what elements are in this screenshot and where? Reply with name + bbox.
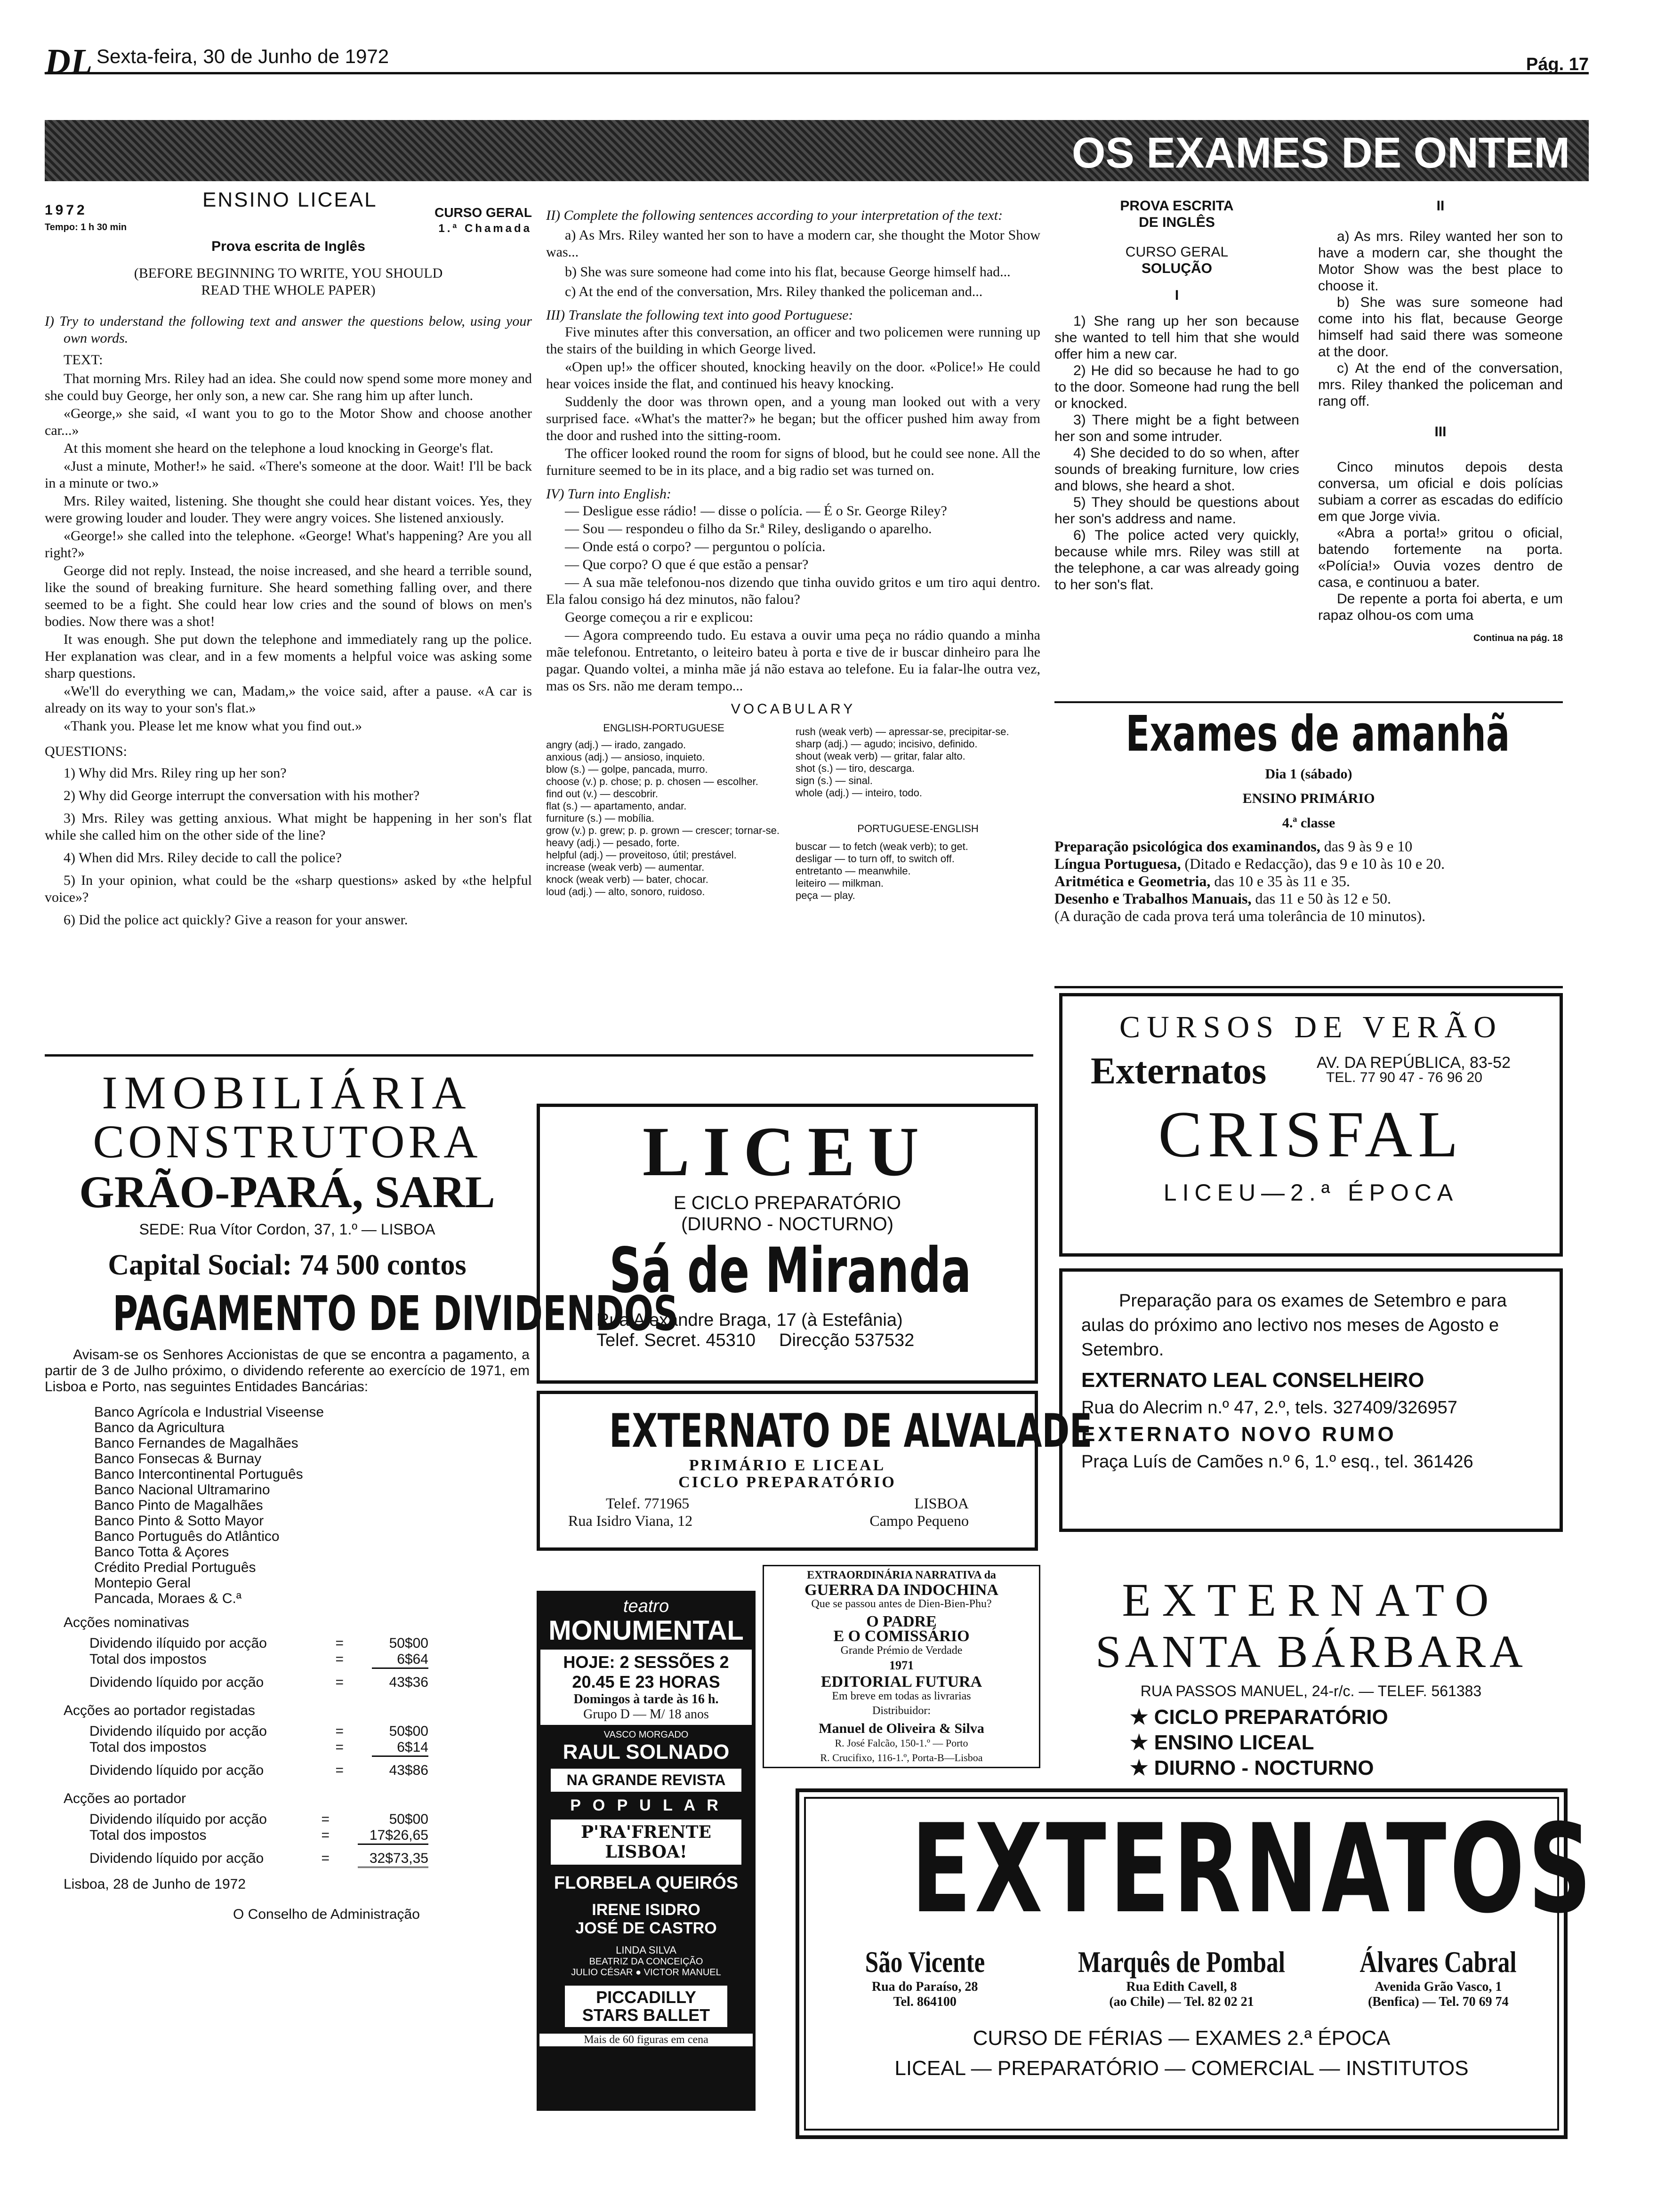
vocab-entry: shot (s.) — tiro, descarga.	[796, 762, 915, 774]
solution-item: 3) There might be a fight between her son and some intruder.	[1054, 412, 1299, 444]
tomorrow-schedule	[1054, 838, 1563, 925]
vocabulary-right	[796, 722, 1040, 902]
vocab-entry: sharp (adj.) — agudo; incisivo, definido.	[796, 738, 978, 750]
exam-course: CURSO GERAL	[434, 205, 532, 220]
school-address: Rua do Paraíso, 28	[871, 1980, 978, 1994]
ad-phones: TEL. 77 90 47 - 76 96 20	[1326, 1070, 1482, 1085]
ad-line: LICEU	[642, 1113, 933, 1191]
text-paragraph: «Open up!» the officer shouted, knocking heavily on the door. «Police!» He could hear voices inside the flat, and continued his heavy knocking.	[546, 359, 1040, 392]
ad-address: Praça Luís de Camões n.º 6, 1.º esq., tel. 361426	[1081, 1452, 1473, 1472]
exam-column-1	[45, 188, 532, 930]
text-paragraph: It was enough. She put down the telephone and immediately rang up the police. Her explanation was clear, and in a few moments a helpful voice was asking some sharp questions.	[45, 632, 532, 681]
text-paragraph: At this moment she heard on the telephone a loud knocking in George's flat.	[64, 441, 493, 456]
bank-item: Montepio Geral	[94, 1575, 191, 1591]
ad-line: R. José Falcão, 150-1.º — Porto	[835, 1737, 968, 1749]
ad-line: CICLO PREPARATÓRIO	[678, 1474, 896, 1491]
question-4-text	[546, 503, 1040, 695]
school-phone: (Benfica) — Tel. 70 69 74	[1367, 1995, 1509, 2009]
ad-line: CONSTRUTORA	[93, 1115, 482, 1168]
ad-line: IMOBILIÁRIA	[102, 1066, 473, 1119]
text-paragraph: — Desligue esse rádio! — disse o polícia. — É o Sr. George Riley?	[565, 503, 947, 519]
ad-phones: Telef. Secret. 45310 Direcção 537532	[596, 1330, 915, 1350]
vocab-entry: rush (weak verb) — apressar-se, precipitar-se.	[796, 726, 1009, 737]
schools-row	[806, 1945, 1557, 2010]
vocab-entry: sign (s.) — sinal.	[796, 775, 873, 786]
vocab-entry: shout (weak verb) — gritar, falar alto.	[796, 750, 965, 762]
leal-ad	[1059, 1268, 1563, 1532]
schedule-item: Preparação psicológica dos examinandos, das 9 às 9 e 10	[1054, 838, 1413, 855]
solution-item: Cinco minutos depois desta conversa, um oficial e dois polícias subiam a correr as escadas do edifício em que Jorge vivia.	[1318, 459, 1563, 524]
ad-line: R. Crucifixo, 116-1.º, Porta-B—Lisboa	[820, 1752, 983, 1763]
service-item: ★ ENSINO LICEAL	[1130, 1731, 1314, 1754]
ad-line: CURSOS DE VERÃO	[1119, 1010, 1503, 1044]
vocab-entry: blow (s.) — golpe, pancada, murro.	[546, 763, 708, 775]
ad-line: Mais de 60 figuras em cena	[539, 2034, 753, 2046]
question-2-intro: II) Complete the following sentences according to your interpretation of the text:	[546, 208, 1003, 223]
tomorrow-title: Exames de amanhã	[1126, 705, 1510, 762]
solution-item: 4) She decided to do so when, after sounds of breaking furniture, low cries and blows, she heard a shot.	[1054, 445, 1299, 494]
theatre-name: MONUMENTAL	[548, 1615, 744, 1646]
monumental-ad	[537, 1591, 756, 2111]
vocab-entry: whole (adj.) — inteiro, todo.	[796, 787, 923, 799]
solution-item: c) At the end of the conversation, mrs. Riley thanked the policeman and rang off.	[1318, 361, 1563, 409]
solution-item: 2) He did so because he had to go to the door. Someone had rung the bell or knocked.	[1054, 363, 1299, 411]
solution-item: 6) The police acted very quickly, because while mrs. Riley was still at the telephone, a car was already going to her son's flat.	[1054, 528, 1299, 593]
ad-line: E O COMISSÁRIO	[833, 1627, 970, 1645]
dividend-row: Dividendo ilíquido por acção = 50$00	[89, 1635, 428, 1651]
ad-line: FLORBELA QUEIRÓS	[554, 1873, 739, 1893]
vocab-entry: find out (v.) — descobrir.	[546, 788, 659, 800]
text-paragraph: The officer looked round the room for signs of blood, but he could see none. All the furniture seemed to be in its place, and a big radio set was turned on.	[546, 446, 1040, 478]
solution-section-1-items	[1054, 313, 1299, 593]
question-item: 1) Why did Mrs. Riley ring up her son?	[64, 765, 287, 781]
question-2-items	[546, 227, 1040, 300]
ad-line: JULIO CÉSAR ● VICTOR MANUEL	[571, 1967, 721, 1978]
text-paragraph: — Sou — respondeu o filho da Sr.ª Riley, desligando o aparelho.	[565, 521, 932, 537]
text-paragraph: Suddenly the door was thrown open, and a young man looked out with a very surprised face. «What's the matter?» he began; but the officer pushed him away from the door and rushed into the sitting-room.	[546, 394, 1040, 443]
solution-column-2	[1318, 198, 1563, 647]
ad-line: Grande Prémio de Verdade	[840, 1644, 963, 1657]
section-banner	[45, 120, 1589, 181]
school-name: São Vicente	[865, 1945, 985, 1979]
question-3-intro: III) Translate the following text into good Portuguese:	[546, 307, 853, 323]
ad-line: LINDA SILVA	[616, 1944, 676, 1956]
text-paragraph: «We'll do everything we can, Madam,» the voice said, after a pause. «A car is already on its way to your son's flat.»	[45, 683, 532, 716]
question-item: 6) Did the police act quickly? Give a reason for your answer.	[64, 912, 408, 928]
bank-item: Banco Pinto & Sotto Mayor	[94, 1513, 264, 1529]
text-paragraph: — A sua mãe telefonou-nos dizendo que tinha ouvido gritos e um tiro aqui dentro. Ela falou consigo há dez minutos, não falou?	[546, 575, 1040, 607]
ad-school-name: EXTERNATO LEAL CONSELHEIRO	[1081, 1369, 1424, 1392]
vocabulary-table	[546, 722, 1040, 902]
school-item	[1050, 1945, 1313, 2010]
question-4-intro: IV) Turn into English:	[546, 486, 671, 502]
school-name: Marquês de Pombal	[1078, 1945, 1285, 1979]
ad-intro: Preparação para os exames de Setembro e para aulas do próximo ano lectivo nos meses de Agosto e Setembro.	[1081, 1291, 1507, 1360]
vocab-entry: loud (adj.) — alto, sonoro, ruidoso.	[546, 886, 705, 898]
dividend-row: Dividendo líquido por acção = 32$73,35	[89, 1851, 428, 1868]
ad-line: 1971	[889, 1659, 914, 1672]
tomorrow-exams	[1054, 701, 1563, 925]
vocab-entry: anxious (adj.) — ansioso, inquieto.	[546, 751, 705, 763]
ad-line: Distribuidor:	[872, 1705, 931, 1717]
ad-line: RAUL SOLNADO	[563, 1740, 730, 1763]
ad-signature: O Conselho de Administração	[233, 1907, 420, 1922]
bank-item: Banco Fonsecas & Burnay	[94, 1451, 262, 1467]
ad-dividends-title: PAGAMENTO DE DIVIDENDOS	[113, 1286, 679, 1342]
exam-title: Prova escrita de Inglês	[211, 239, 365, 254]
exam-time: Tempo: 1 h 30 min	[45, 222, 127, 232]
ad-school-name: SANTA BÁRBARA	[1095, 1627, 1527, 1677]
ad-capital: Capital Social: 74 500 contos	[108, 1249, 467, 1281]
ad-line: EXTRAORDINÁRIA NARRATIVA da	[807, 1569, 996, 1581]
school-phone: Tel. 864100	[893, 1995, 957, 2009]
text-paragraph: «George,» she said, «I want you to go to the Motor Show and choose another car...»	[45, 406, 532, 438]
ad-line: E CICLO PREPARATÓRIO	[673, 1193, 901, 1213]
solution-item: «Abra a porta!» gritou o oficial, batendo fortemente na porta. «Polícia!» Ouvia vozes dentro de casa, e continuou a bater.	[1318, 525, 1563, 590]
dividend-row: Dividendo líquido por acção = 43$86	[89, 1763, 428, 1778]
divider	[45, 1054, 1033, 1057]
exam-instructions: (BEFORE BEGINNING TO WRITE, YOU SHOULD READ THE WHOLE PAPER)	[134, 265, 443, 298]
text-paragraph: Mrs. Riley waited, listening. She thought she could hear distant voices. Yes, they were growing louder and louder. They were angry voices. She listened anxiously.	[45, 493, 532, 526]
ad-contact: Rua Isidro Viana, 12 Campo Pequeno	[568, 1512, 969, 1529]
schedule-item: Língua Portuguesa, (Ditado e Redacção), das 9 e 10 às 10 e 20.	[1054, 855, 1445, 872]
service-item: ★ DIURNO - NOCTURNO	[1130, 1756, 1374, 1779]
dividend-table	[89, 1723, 428, 1779]
ad-school-name: CRISFAL	[1158, 1098, 1464, 1171]
ad-line: BEATRIZ DA CONCEIÇÃO	[589, 1956, 703, 1967]
ad-line: teatro	[623, 1596, 669, 1616]
vocab-entry: leiteiro — milkman.	[796, 877, 884, 889]
ad-date: Lisboa, 28 de Junho de 1972	[64, 1876, 246, 1892]
group-title: Acções nominativas	[64, 1615, 189, 1630]
vocab-pt-en-title: PORTUGUESE-ENGLISH	[857, 823, 979, 834]
tomorrow-level: ENSINO PRIMÁRIO	[1242, 791, 1375, 806]
ad-line: P O P U L A R	[570, 1796, 722, 1814]
school-item	[1325, 1945, 1551, 2010]
vocab-entry: grow (v.) p. grew; p. p. grown — crescer; tornar-se.	[546, 825, 780, 836]
ad-address: Rua do Alecrim n.º 47, 2.º, tels. 327409/326957	[1081, 1398, 1457, 1418]
vocab-entry: knock (weak verb) — bater, chocar.	[546, 874, 708, 885]
ad-school-name: EXTERNATO DE ALVALADE	[609, 1404, 1093, 1458]
ad-notice: Avisam-se os Senhores Accionistas de que se encontra a pagamento, a partir de 3 de Julho próximo, o dividendo referente ao exercício de 1971, em Lisboa e Porto, nas seguintes Entidades Bancárias:	[45, 1347, 530, 1395]
bank-item: Pancada, Moraes & C.ª	[94, 1591, 241, 1606]
question-item: 4) When did Mrs. Riley decide to call the police?	[64, 850, 342, 866]
solution-item: 1) She rang up her son because she wanted to tell him that she would offer him a new car.	[1054, 313, 1299, 362]
ad-line: EXTERNATO	[1122, 1574, 1500, 1626]
question-3-text	[546, 324, 1040, 479]
externatos-ad	[796, 1788, 1595, 2139]
question-item: 5) In your opinion, what could be the «sharp questions» asked by «the helpful voice»?	[45, 873, 532, 905]
text-paragraph: — Que corpo? O que é que estão a pensar?	[565, 557, 809, 572]
schedule-item: Aritmética e Geometria, das 10 e 35 às 11 e 35.	[1054, 873, 1350, 890]
ad-address: SEDE: Rua Vítor Cordon, 37, 1.º — LISBOA	[139, 1221, 435, 1238]
bank-item: Banco Agrícola e Industrial Viseense	[94, 1404, 324, 1420]
bank-item: Banco Totta & Açores	[94, 1544, 229, 1560]
schedule-item: Desenho e Trabalhos Manuais, das 11 e 50 às 12 e 50.	[1054, 890, 1391, 907]
bank-item: Banco Pinto de Magalhães	[94, 1498, 263, 1513]
group-title: Acções ao portador registadas	[64, 1703, 255, 1718]
solution-item: 5) They should be questions about her son's address and name.	[1054, 495, 1299, 527]
solution-column-1	[1054, 198, 1299, 593]
group-title: Acções ao portador	[64, 1791, 186, 1806]
vocab-en-pt-title: ENGLISH-PORTUGUESE	[603, 722, 724, 734]
bank-list	[94, 1404, 530, 1606]
dividend-groups	[45, 1615, 530, 1923]
exam-year: 1972	[45, 202, 88, 218]
vocab-entry: heavy (adj.) — pesado, forte.	[546, 837, 680, 849]
question-item: b) She was sure someone had come into his flat, because George himself had...	[565, 264, 1011, 280]
text-paragraph: George começou a rir e explicou:	[565, 609, 754, 625]
vocabulary-left	[546, 722, 781, 902]
question-item: c) At the end of the conversation, Mrs. Riley thanked the policeman and...	[565, 284, 983, 299]
ad-address: AV. DA REPÚBLICA, 83-52	[1317, 1054, 1511, 1072]
question-item: a) As Mrs. Riley wanted her son to have a modern car, she thought the Motor Show was...	[546, 227, 1040, 260]
ad-line: Domingos à tarde às 16 h.	[573, 1692, 719, 1707]
text-label: TEXT:	[64, 352, 103, 368]
solution-item: b) She was sure someone had come into his flat, because George himself had said there was someone at the door.	[1318, 295, 1563, 360]
text-paragraph: That morning Mrs. Riley had an idea. She could now spend some more money and she could buy George, her only son, a new car. She rang him up after lunch.	[45, 371, 532, 403]
page-number: Pág. 17	[1526, 55, 1589, 74]
solution-title-2: DE INGLÊS	[1139, 215, 1215, 230]
ad-line: Grupo D — M/ 18 anos	[583, 1707, 709, 1722]
ad-school-name: Sá de Miranda	[609, 1234, 972, 1307]
bank-item: Banco Português do Atlântico	[94, 1529, 280, 1544]
text-paragraph: «George!» she called into the telephone. «George! What's happening? Are you all right?»	[45, 528, 532, 561]
ad-line: PRIMÁRIO E LICEAL	[689, 1457, 886, 1474]
vocab-entry: increase (weak verb) — aumentar.	[546, 861, 705, 873]
questions-label: QUESTIONS:	[45, 744, 128, 759]
vocab-entry: peça — play.	[796, 890, 855, 901]
ad-address: RUA PASSOS MANUEL, 24-r/c. — TELEF. 561383	[1140, 1683, 1482, 1699]
section-title: OS EXAMES DE ONTEM	[1071, 129, 1570, 177]
ad-line: JOSÉ DE CASTRO	[575, 1919, 717, 1937]
vocab-entry: angry (adj.) — irado, zangado.	[546, 739, 686, 751]
text-paragraph: — Agora compreendo tudo. Eu estava a ouvir uma peça no rádio quando a minha mãe telefonou. Entretanto, o leiteiro bateu à porta e tive de ir buscar dinheiro para lhe pagar. Quando voltei, a minha mãe já não estava ao telefone. Eu ia falar-lhe outra vez, mas os Srs. não me deram tempo...	[546, 627, 1040, 694]
ad-line: (DIURNO - NOCTURNO)	[681, 1214, 894, 1234]
vocab-entry: helpful (adj.) — proveitoso, útil; prestável.	[546, 849, 737, 861]
vocabulary-title: VOCABULARY	[731, 701, 856, 717]
ad-contact: Telef. 771965 LISBOA	[606, 1495, 969, 1512]
solution-item: De repente a porta foi aberta, e um rapaz olhou-os com uma	[1318, 591, 1563, 623]
exam-call: 1.ª Chamada	[438, 222, 532, 235]
ad-line: 20.45 E 23 HORAS	[572, 1672, 720, 1691]
text-paragraph: George did not reply. Instead, the noise increased, and she heard a terrible sound, like the sound of breaking furniture. She heard something falling over, and there seemed to be a fight. She could hear low cries and the sound of blows on men's bodies. Now there was a shot!	[45, 563, 532, 629]
dividend-table	[89, 1811, 428, 1868]
dividend-row: Total dos impostos = 17$26,65	[89, 1827, 428, 1845]
issue-date: Sexta-feira, 30 de Junho de 1972	[97, 45, 389, 67]
exam-level: ENSINO LICEAL	[202, 188, 378, 211]
solution-section-3: III	[1434, 424, 1447, 440]
alvalade-ad	[537, 1391, 1093, 1551]
masthead	[45, 41, 1589, 81]
indochina-ad	[763, 1565, 1040, 1768]
dividend-row: Dividendo ilíquido por acção = 50$00	[89, 1723, 428, 1739]
vocab-entry: desligar — to turn off, to switch off.	[796, 853, 955, 865]
question-item: 3) Mrs. Riley was getting anxious. What might be happening in her son's flat while she called him on the other side of the line?	[45, 810, 532, 843]
school-address: Avenida Grão Vasco, 1	[1375, 1980, 1502, 1994]
exam-text	[45, 370, 532, 735]
ad-line: VASCO MORGADO	[603, 1730, 689, 1740]
dividend-row: Dividendo líquido por acção = 43$36	[89, 1675, 428, 1690]
questions-list	[45, 765, 532, 929]
ad-line: Que se passou antes de Dien-Bien-Phu?	[811, 1598, 992, 1610]
solution-section-2: II	[1436, 198, 1445, 214]
ad-line: O PADRE	[866, 1613, 937, 1630]
bank-item: Banco Intercontinental Português	[94, 1467, 303, 1482]
bank-item: Banco da Agricultura	[94, 1420, 225, 1435]
continue-link[interactable]: Continua na pág. 18	[1473, 633, 1563, 643]
tomorrow-class: 4.ª classe	[1282, 815, 1335, 831]
divider	[1054, 986, 1563, 988]
bank-item: Banco Nacional Ultramarino	[94, 1482, 270, 1498]
service-item: ★ CICLO PREPARATÓRIO	[1130, 1706, 1388, 1729]
dividend-row: Total dos impostos = 6$14	[89, 1739, 428, 1757]
tomorrow-day: Dia 1 (sábado)	[1265, 766, 1352, 782]
bank-item: Banco Fernandes de Magalhães	[94, 1435, 298, 1451]
ad-line: CURSO DE FÉRIAS — EXAMES 2.ª ÉPOCA	[973, 2027, 1391, 2050]
ad-company: GRÃO-PARÁ, SARL	[79, 1167, 495, 1217]
crisfal-ad	[1059, 993, 1563, 1257]
question-item: 2) Why did George interrupt the conversation with his mother?	[64, 788, 420, 803]
ad-line: LICEU—2.ª ÉPOCA	[1163, 1179, 1459, 1206]
bank-item: Crédito Predial Português	[94, 1560, 256, 1575]
ad-services	[1130, 1705, 1563, 1781]
ad-school-name: EXTERNATO NOVO RUMO	[1081, 1423, 1397, 1446]
ad-line: Externatos	[1091, 1050, 1267, 1092]
vocab-entry: buscar — to fetch (weak verb); to get.	[796, 841, 968, 852]
ad-line: Em breve em todas as livrarias	[832, 1690, 971, 1702]
exam-column-2	[546, 207, 1040, 902]
school-name: Álvares Cabral	[1359, 1945, 1517, 1979]
solution-course: CURSO GERAL	[1125, 244, 1229, 260]
ad-line: Manuel de Oliveira & Silva	[819, 1721, 984, 1736]
school-phone: (ao Chile) — Tel. 82 02 21	[1109, 1995, 1254, 2009]
vocab-entry: furniture (s.) — mobília.	[546, 812, 654, 824]
school-address: Rua Edith Cavell, 8	[1126, 1980, 1237, 1994]
ad-line: GUERRA DA INDOCHINA	[804, 1581, 998, 1599]
ad-line: EDITORIAL FUTURA	[820, 1673, 982, 1691]
liceu-ad	[537, 1104, 1038, 1384]
ad-line: P'RA'FRENTE LISBOA!	[551, 1819, 741, 1865]
ad-line: PICCADILLY STARS BALLET	[565, 1986, 727, 2027]
text-paragraph: Five minutes after this conversation, an officer and two policemen were running up the stairs of the building in which George lived.	[546, 324, 1040, 357]
solution-item: a) As mrs. Riley wanted her son to have a modern car, she thought the Motor Show was the best place to choose it.	[1318, 229, 1563, 294]
santabarbara-ad	[1059, 1553, 1563, 1779]
ad-line: HOJE: 2 SESSÕES 2	[563, 1652, 729, 1672]
ad-line: IRENE ISIDRO	[592, 1901, 700, 1919]
schedule-item: (A duração de cada prova terá uma tolerância de 10 minutos).	[1054, 907, 1426, 924]
solution-section-1: I	[1174, 288, 1179, 303]
ad-line: LICEAL — PREPARATÓRIO — COMERCIAL — INSTITUTOS	[894, 2057, 1469, 2080]
dividend-row: Total dos impostos = 6$64	[89, 1651, 428, 1669]
ad-address: Rua Alexandre Braga, 17 (à Estefânia)	[596, 1310, 903, 1330]
text-paragraph: — Onde está o corpo? — perguntou o polícia.	[565, 539, 826, 554]
ad-title: EXTERNATOS	[911, 1798, 1595, 1940]
dividend-row: Dividendo ilíquido por acção = 50$00	[89, 1811, 428, 1827]
solution-title: PROVA ESCRITA	[1120, 198, 1234, 214]
vocab-entry: entretanto — meanwhile.	[796, 865, 911, 877]
vocab-entry: choose (v.) p. chose; p. p. chosen — escolher.	[546, 776, 758, 787]
question-1-intro: I) Try to understand the following text and answer the questions below, using your own words.	[45, 313, 532, 346]
newspaper-logo: DL	[45, 42, 93, 81]
school-item	[812, 1945, 1038, 2010]
ad-line: NA GRANDE REVISTA	[551, 1769, 741, 1792]
vocab-entry: flat (s.) — apartamento, andar.	[546, 800, 687, 812]
dividend-table	[89, 1635, 428, 1691]
solution-label: SOLUÇÃO	[1142, 261, 1212, 276]
text-paragraph: «Just a minute, Mother!» he said. «There's someone at the door. Wait! I'll be back in a minute or two.»	[45, 458, 532, 491]
text-paragraph: «Thank you. Please let me know what you find out.»	[64, 718, 362, 734]
